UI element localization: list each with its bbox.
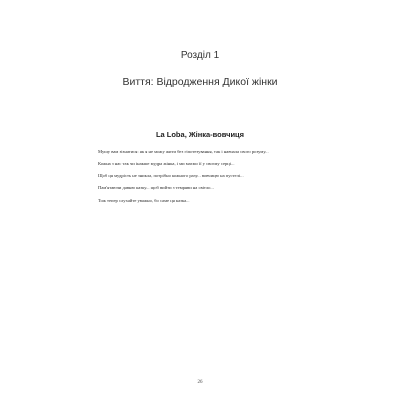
section-title: La Loba, Жінка-вовчиця xyxy=(155,130,245,139)
paragraph: Щоб ця мудрість не зникла, потрібно кожного разу... вовчицю на пустелі... xyxy=(98,173,244,179)
paragraph: Пам'ятаючи давню казку... щоб вийти з темряви на світло... xyxy=(98,185,214,191)
body-text xyxy=(92,149,312,204)
paragraph: Мушу вам зізнатися: як я не можу жити без гіпотезування, так і навчала свого розуму... xyxy=(98,149,269,154)
paragraph: Тож тепер слухайте уважно, бо саме ця казка... xyxy=(98,197,190,203)
paragraph: Кожна з нас так чи інакше мудра жінка, і ми маємо її у своєму серці... xyxy=(98,161,235,167)
page-number: 26 xyxy=(197,380,203,385)
chapter-title: Виття: Відродження Дикої жінки xyxy=(122,76,278,88)
chapter-label: Розділ 1 xyxy=(180,50,220,61)
